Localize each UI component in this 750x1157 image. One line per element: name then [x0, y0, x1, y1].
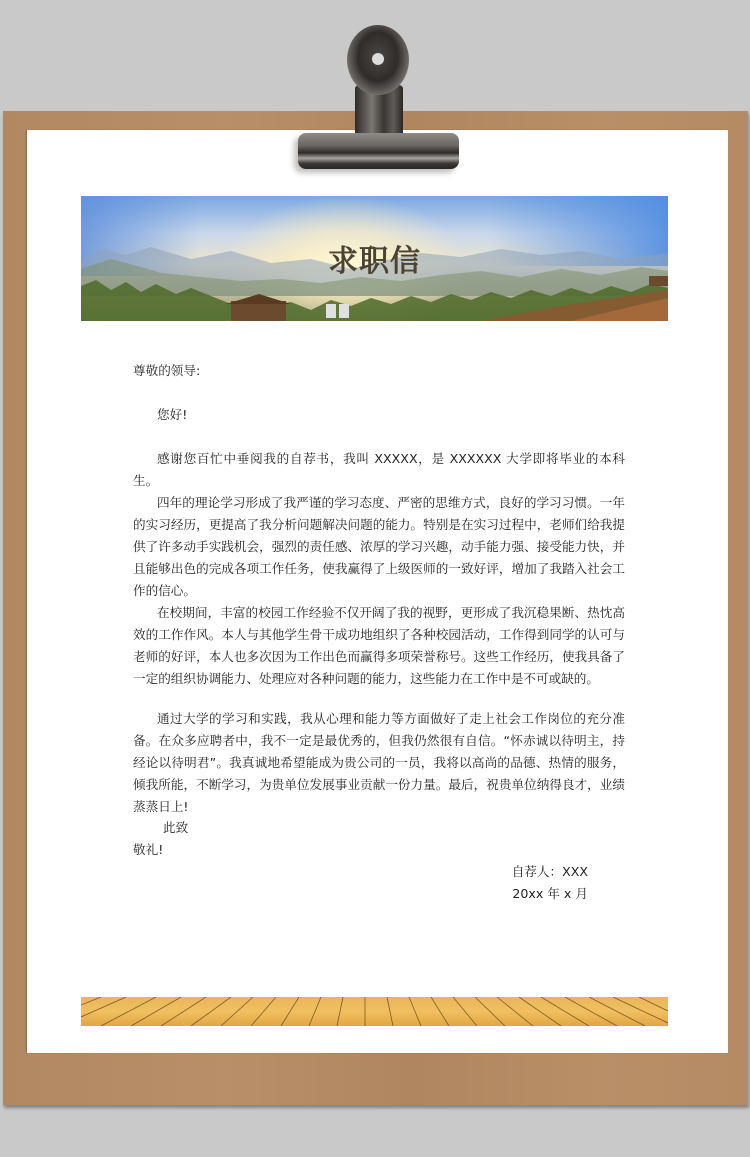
signature: 自荐人：XXX — [511, 864, 588, 879]
closing-line-1: 此致 — [163, 820, 189, 835]
header-banner — [81, 196, 668, 321]
paragraph-campus: 在校期间，丰富的校园工作经验不仅开阔了我的视野，更形成了我沉稳果断、热忱高效的工作作风。本人与其他学生骨干成功地组织了各种校园活动，工作得到同学的认可与老师的好评，本人也多次因为工作出色而赢得多项荣誉称号。这些工作经历，使我具备了一定的组织协调能力、处理应对各种问题的能力，这些能力在工作中是不可或缺的。 — [133, 605, 625, 686]
salutation: 尊敬的领导: — [133, 363, 201, 378]
trees-and-houses-icon — [81, 276, 668, 321]
wood-planks-icon — [81, 997, 668, 1026]
paragraph-study: 四年的理论学习形成了我严谨的学习态度、严密的思维方式，良好的学习习惯。一年的实习经历，更提高了我分析问题解决问题的能力。特别是在实习过程中，老师们给我提供了许多动手实践机会，强烈的责任感、浓厚的学习兴趣，动手能力强、接受能力快，并且能够出色的完成各项工作任务，使我赢得了上级医师的一致好评，增加了我踏入社会工作的信心。 — [133, 495, 625, 598]
date: 20xx 年 x 月 — [512, 886, 588, 901]
binder-clip-hole — [372, 53, 384, 65]
binder-clip-base — [298, 133, 459, 169]
closing-line-2: 敬礼! — [133, 842, 164, 857]
page-title: 求职信 — [328, 244, 421, 279]
paragraph-intro: 感谢您百忙中垂阅我的自荐书，我叫 XXXXX，是 XXXXXX 大学即将毕业的本科生。 — [133, 451, 625, 488]
paragraph-closing: 通过大学的学习和实践，我从心理和能力等方面做好了走上社会工作岗位的充分准备。在众多应聘者中，我不一定是最优秀的，但我仍然很有自信。“怀赤诚以待明主，持经论以待明君”。我真诚地希望能成为贵公司的一员，我将以高尚的品德、热情的服务，倾我所能，不断学习，为贵单位发展事业贡献一份力量。最后，祝贵单位纳得良才，业绩蒸蒸日上! — [133, 711, 625, 814]
greeting: 您好! — [157, 407, 188, 422]
wood-floor-strip — [81, 997, 668, 1026]
